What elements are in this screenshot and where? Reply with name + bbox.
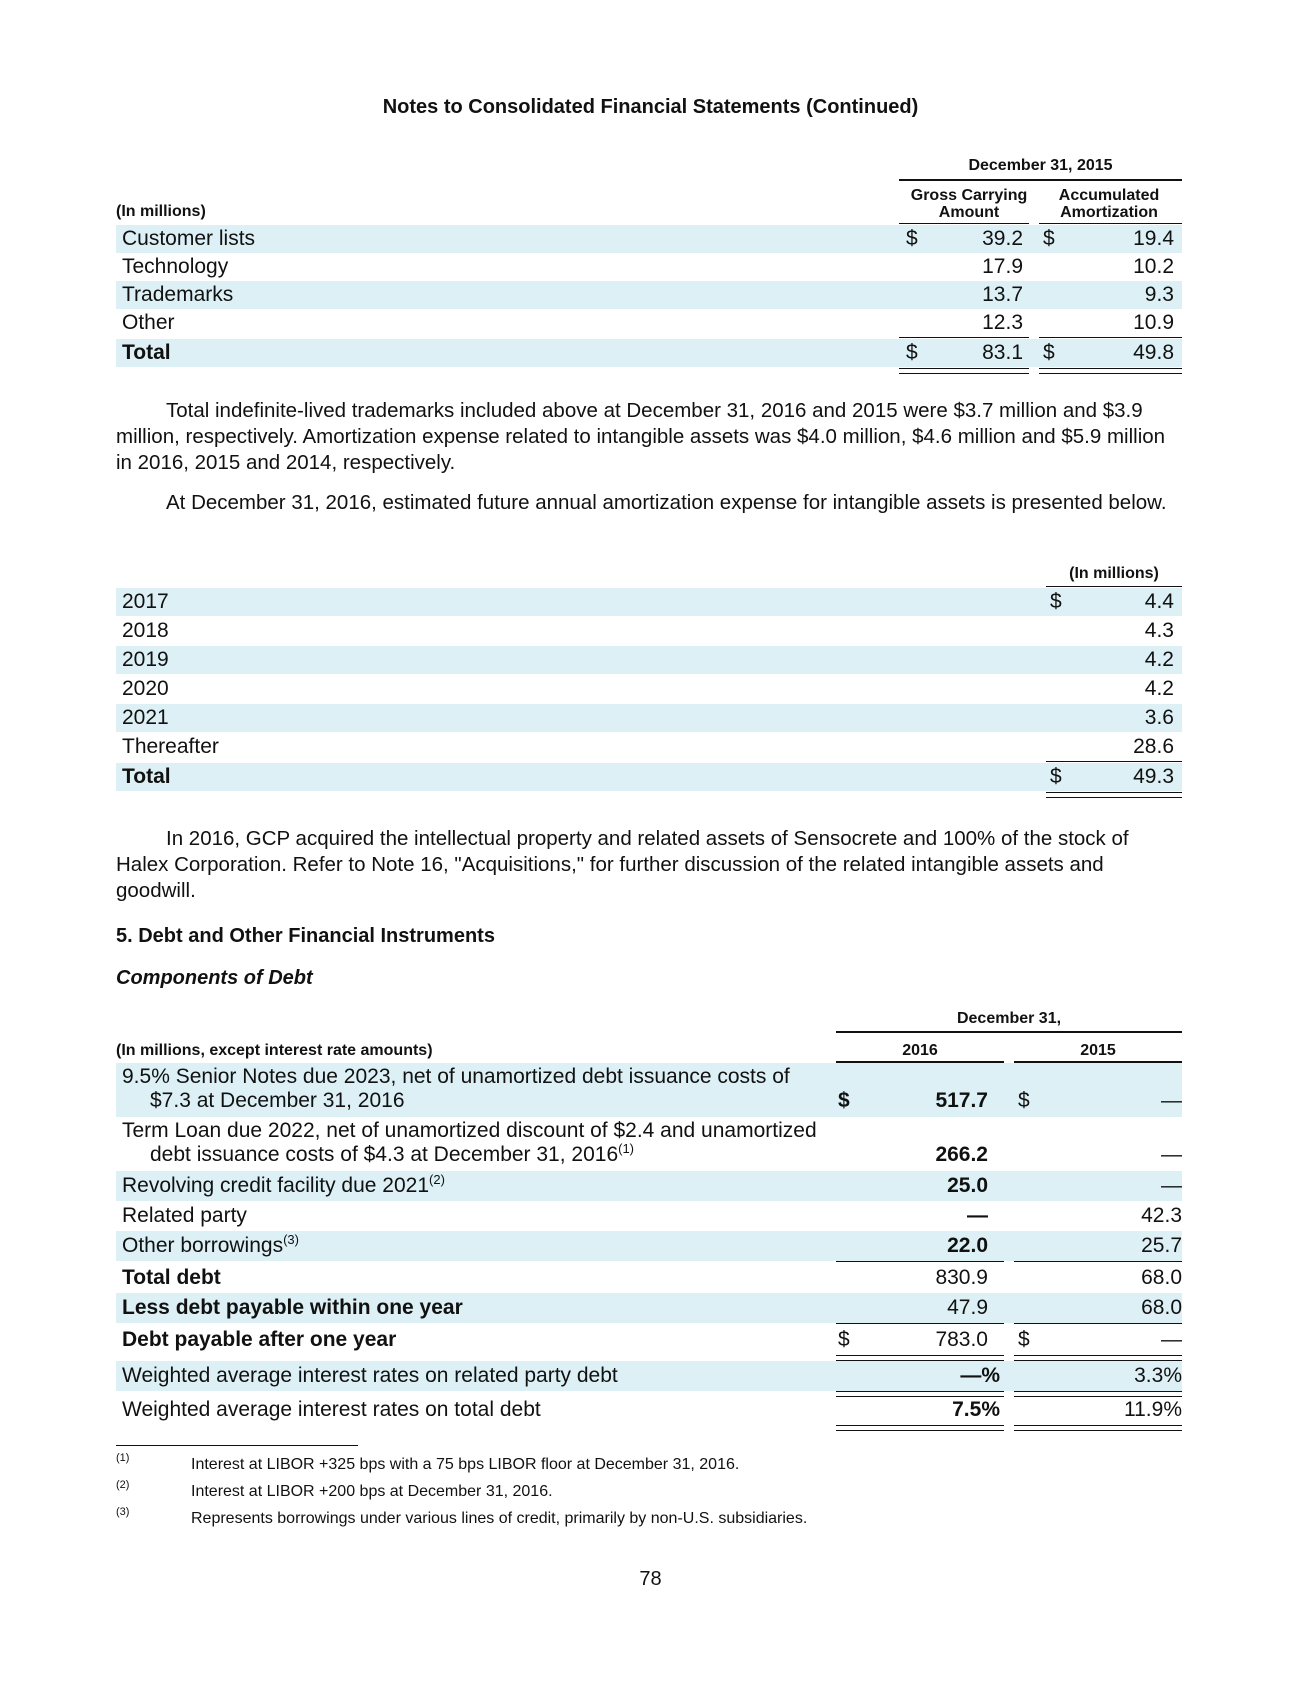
amortization-table [116,560,1182,800]
subtotal-rule [1039,337,1182,338]
value-2015: 25.7 [1141,1234,1182,1257]
col-rule [1039,223,1182,224]
amount: 4.3 [1144,619,1174,642]
col-rule [899,223,1029,224]
total-double-rule [1046,792,1182,798]
value-2015: 42.3 [1141,1204,1182,1227]
row-label: Other borrowings$^{(3)}$ [122,1232,299,1257]
currency-sign: $ [1050,765,1062,788]
row-label: Weighted average interest rates on related party debt [122,1364,618,1387]
debt-period-header: December 31, [956,1010,1062,1027]
table-row [116,1263,1182,1293]
row-label: Total [122,341,171,364]
value-2016: 266.2 [935,1143,988,1166]
subtotal-rule [1014,1323,1182,1324]
subtotal-rule [1046,761,1182,762]
amount: 4.2 [1144,648,1174,671]
year-2016-header: 2016 [902,1042,938,1059]
table-row [116,675,1182,703]
row-label: Less debt payable within one year [122,1296,463,1319]
value-2015: 3.3% [1134,1364,1182,1387]
row-label: Thereafter [122,735,219,758]
total-double-rule [899,368,1029,374]
debt-unit-label: (In millions, except interest rate amounts) [116,1042,433,1059]
row-label: 2019 [122,648,169,671]
amount: 3.6 [1144,706,1174,729]
subtotal-rule [836,1323,1004,1324]
accum-value: 19.4 [1133,227,1174,250]
accum-value: 49.8 [1133,341,1174,364]
intangibles-table [116,145,1182,375]
table-row [116,253,1182,281]
subtotal-rule [1014,1261,1182,1262]
section-heading: 5. Debt and Other Financial Instruments [116,925,495,947]
total-row [116,339,1182,367]
total-double-rule [1014,1425,1182,1431]
header-rule [836,1031,1182,1033]
row-label: Total [122,765,171,788]
value-2015: — [1161,1143,1182,1166]
row-label: Other [122,311,175,334]
table-row [116,588,1182,616]
table-row [116,704,1182,732]
subtotal-rule [899,337,1029,338]
intangibles-unit-label: (In millions) [116,203,206,220]
value-2016: 25.0 [947,1174,988,1197]
amount: 4.2 [1144,677,1174,700]
table-row [116,1231,1182,1261]
table-row [116,225,1182,253]
gross-value: 13.7 [982,283,1023,306]
table-row [116,1361,1182,1391]
amount: 28.6 [1133,735,1174,758]
value-2015: 11.9% [1124,1398,1182,1421]
accumulated-amortization-header: Accumulated Amortization [1058,187,1160,221]
table-row [116,733,1182,761]
total-double-rule [1039,368,1182,374]
row-label: Total debt [122,1266,221,1289]
footnote-separator [116,1445,358,1446]
row-label: Trademarks [122,283,234,306]
amortization-unit-label: (In millions) [1069,565,1159,582]
row-label: 2018 [122,619,169,642]
gross-value: 17.9 [982,255,1023,278]
table-row [116,1171,1182,1201]
amount: 49.3 [1133,765,1174,788]
subtotal-rule [836,1261,1004,1262]
table-row [116,1325,1182,1355]
value-2015: 68.0 [1141,1296,1182,1319]
table-row [116,617,1182,645]
row-label: 2021 [122,706,169,729]
value-2016: 830.9 [935,1266,988,1289]
table-row [116,309,1182,337]
paragraph: At December 31, 2016, estimated future annual amortization expense for intangible assets is presented below. [166,491,1167,514]
value-2016: 517.7 [935,1089,988,1112]
table-row [116,1201,1182,1231]
row-label: Debt payable after one year [122,1328,397,1351]
page-number: 78 [639,1568,662,1590]
value-2016: 7.5% [952,1398,1000,1421]
value-2016: 47.9 [947,1296,988,1319]
table-row [116,1117,1182,1171]
value-2015: — [1161,1174,1182,1197]
table-row [116,1063,1182,1117]
currency-sign: $ [838,1089,850,1112]
currency-sign: $ [1043,227,1055,250]
table-row [116,281,1182,309]
year-2015-header: 2015 [1080,1042,1116,1059]
value-2016: 783.0 [935,1328,988,1351]
value-2015: — [1161,1089,1182,1112]
col-rule [1046,586,1182,587]
accum-value: 10.9 [1133,311,1174,334]
paragraph: Total indefinite-lived trademarks included above at December 31, 2016 and 2015 were $3.7 million and $3.9 million, respectively. Amortization expense related to intangible assets was $4.0 million, $4.6 million and $5.9 million in 2016, 2015 and 2014, respectively. [116,399,1166,474]
row-label: Technology [122,255,229,278]
value-2016: — [967,1204,988,1227]
accum-value: 9.3 [1144,283,1174,306]
value-2016: 22.0 [947,1234,988,1257]
header-rule [899,179,1182,181]
row-label: Related party [122,1204,247,1227]
gross-carrying-header: Gross Carrying Amount [910,187,1028,221]
table-row [116,1395,1182,1425]
currency-sign: $ [906,341,918,364]
subsection-heading: Components of Debt [116,967,313,989]
total-row [116,763,1182,791]
page-title: Notes to Consolidated Financial Statements (Continued) [382,96,919,118]
paragraph: In 2016, GCP acquired the intellectual property and related assets of Sensocrete and 100% of the stock of Halex Corporation. Refer to Note 16, "Acquisitions," for further discussion of the related intangible assets and goodwill. [116,827,1129,902]
currency-sign: $ [1050,590,1062,613]
value-2015: — [1161,1328,1182,1351]
currency-sign: $ [1018,1328,1030,1351]
gross-value: 83.1 [982,341,1023,364]
row-label: 2017 [122,590,169,613]
gross-value: 12.3 [982,311,1023,334]
amount: 4.4 [1144,590,1174,613]
table-row [116,646,1182,674]
total-double-rule [836,1425,1004,1431]
value-2015: 68.0 [1141,1266,1182,1289]
row-label: 2020 [122,677,169,700]
row-label: Customer lists [122,227,256,250]
row-label: Revolving credit facility due 2021$^{(2)}$ [122,1172,445,1197]
accum-value: 10.2 [1133,255,1174,278]
table-row [116,1293,1182,1323]
value-2016: —% [960,1364,1000,1387]
row-label: Term Loan due 2022, net of unamortized discount of $2.4 and unamortized debt issuance costs of $4.3 at December 31, 2016$^{(1)}$ [122,1119,817,1166]
currency-sign: $ [906,227,918,250]
debt-table [116,1005,1182,1430]
currency-sign: $ [1043,341,1055,364]
row-label: 9.5% Senior Notes due 2023, net of unamortized debt issuance costs of $7.3 at December 31, 2016 [122,1065,790,1112]
intangibles-period-header: December 31, 2015 [968,157,1113,174]
currency-sign: $ [1018,1089,1030,1112]
row-label: Weighted average interest rates on total debt [122,1398,541,1421]
gross-value: 39.2 [982,227,1023,250]
currency-sign: $ [838,1328,850,1351]
